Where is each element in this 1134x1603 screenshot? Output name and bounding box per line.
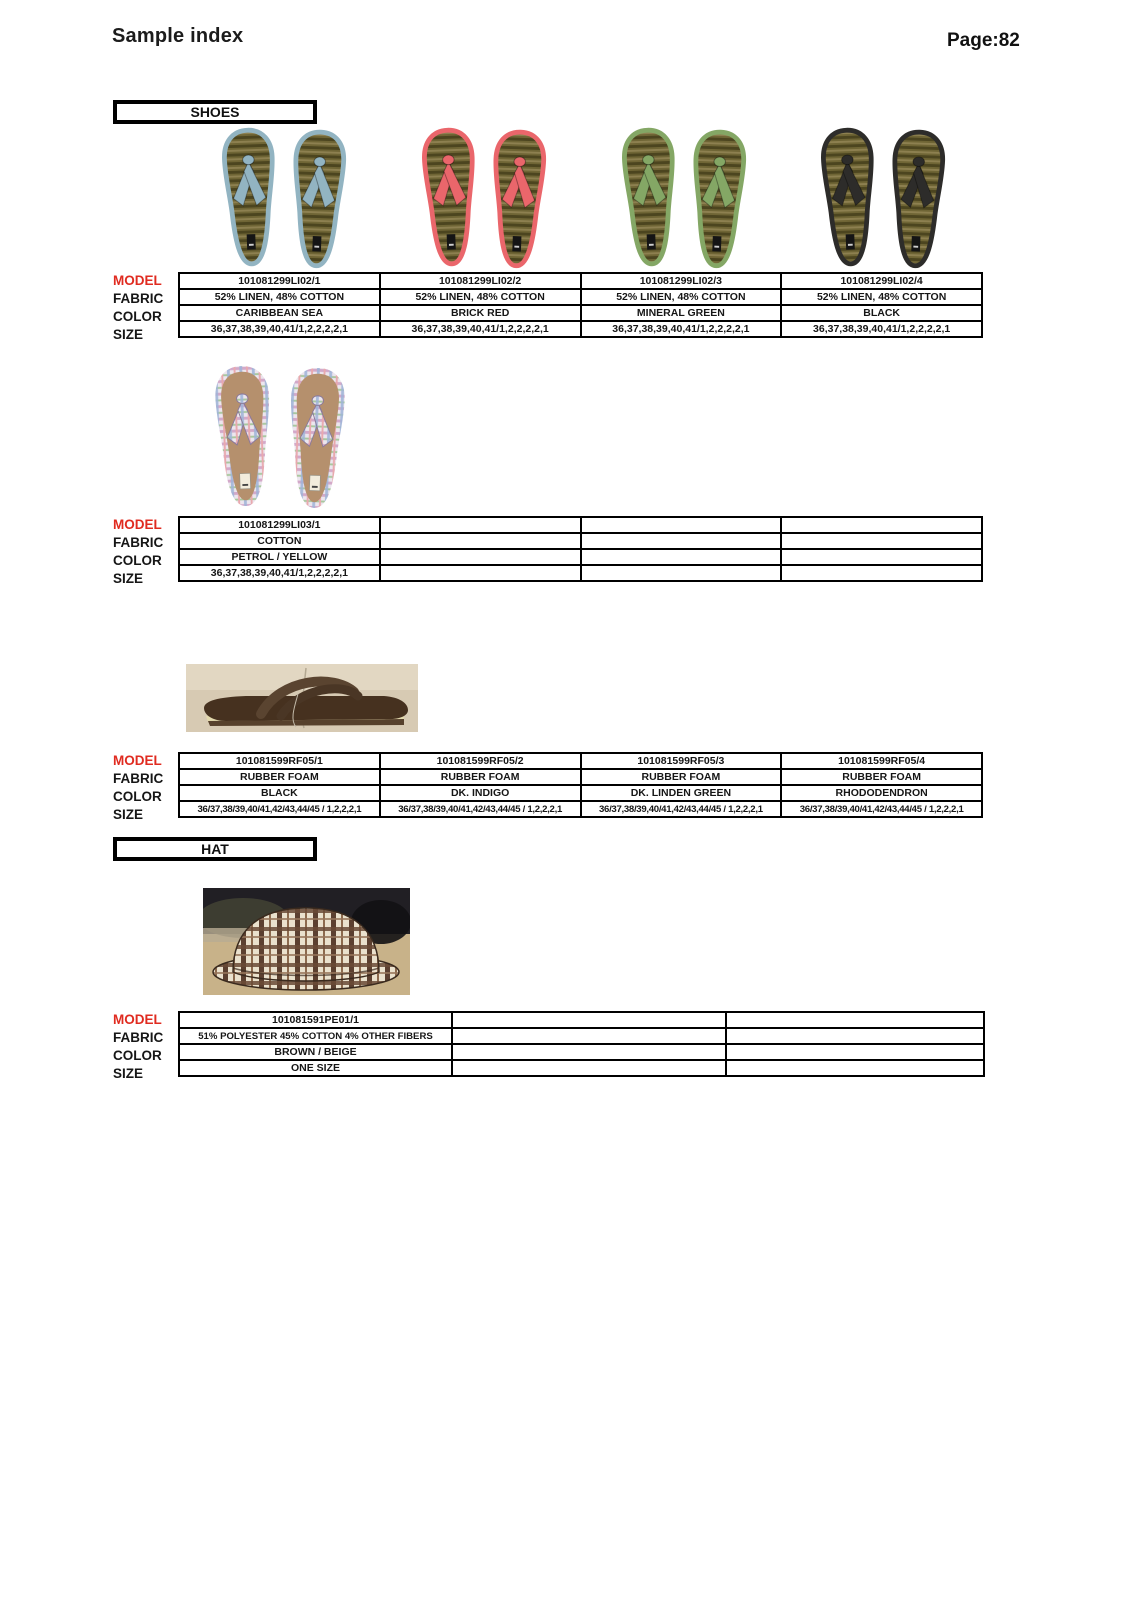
color-cell: MINERAL GREEN <box>581 305 782 321</box>
model-row <box>179 273 982 289</box>
model-cell: 101081299LI02/2 <box>380 273 581 289</box>
model-cell <box>380 517 581 533</box>
fabric-cell: 52% LINEN, 48% COTTON <box>179 289 380 305</box>
fabric-cell: RUBBER FOAM <box>581 769 782 785</box>
size-cell <box>726 1060 984 1076</box>
row-label-model: MODEL <box>113 517 162 532</box>
flipflop-pair-plaid-image <box>206 366 356 508</box>
size-cell: 36/37,38/39,40/41,42/43,44/45 / 1,2,2,2,1 <box>781 801 982 817</box>
fabric-cell <box>452 1028 726 1044</box>
size-row <box>179 321 982 337</box>
flipflop-pair-black-image <box>820 127 948 269</box>
row-label-color: COLOR <box>113 1048 162 1063</box>
color-cell <box>781 549 982 565</box>
color-cell <box>581 549 782 565</box>
fabric-cell: 52% LINEN, 48% COTTON <box>581 289 782 305</box>
fabric-row <box>179 769 982 785</box>
row-label-color: COLOR <box>113 553 162 568</box>
fabric-cell: COTTON <box>179 533 380 549</box>
color-cell: PETROL / YELLOW <box>179 549 380 565</box>
size-cell: 36,37,38,39,40,41/1,2,2,2,2,1 <box>380 321 581 337</box>
color-row <box>179 549 982 565</box>
model-cell: 101081299LI03/1 <box>179 517 380 533</box>
color-row <box>179 785 982 801</box>
model-row <box>179 517 982 533</box>
model-cell: 101081591PE01/1 <box>179 1012 452 1028</box>
row-label-fabric: FABRIC <box>113 291 164 306</box>
model-cell <box>581 517 782 533</box>
color-cell: BLACK <box>781 305 982 321</box>
row-label-size: SIZE <box>113 807 144 822</box>
model-cell: 101081299LI02/4 <box>781 273 982 289</box>
row-label-size: SIZE <box>113 327 144 342</box>
size-cell <box>380 565 581 581</box>
fabric-cell <box>581 533 782 549</box>
page-number: Page:82 <box>947 30 1020 51</box>
row-label-model: MODEL <box>113 1012 162 1027</box>
row-label-color: COLOR <box>113 789 162 804</box>
color-cell: RHODODENDRON <box>781 785 982 801</box>
fabric-cell: 52% LINEN, 48% COTTON <box>380 289 581 305</box>
size-cell <box>581 565 782 581</box>
size-cell: 36/37,38/39,40/41,42/43,44/45 / 1,2,2,2,1 <box>179 801 380 817</box>
size-cell: 36,37,38,39,40,41/1,2,2,2,2,1 <box>179 565 380 581</box>
spec-table-pe01 <box>178 1011 985 1077</box>
row-label-fabric: FABRIC <box>113 771 164 786</box>
row-label-fabric: FABRIC <box>113 535 164 550</box>
fabric-cell <box>726 1028 984 1044</box>
row-labels <box>113 1011 177 1083</box>
model-cell <box>781 517 982 533</box>
color-cell: CARIBBEAN SEA <box>179 305 380 321</box>
color-cell <box>380 549 581 565</box>
size-cell <box>452 1060 726 1076</box>
size-cell: 36,37,38,39,40,41/1,2,2,2,2,1 <box>781 321 982 337</box>
model-cell: 101081599RF05/2 <box>380 753 581 769</box>
row-label-model: MODEL <box>113 753 162 768</box>
spec-table-rf05 <box>178 752 983 818</box>
size-cell: 36/37,38/39,40/41,42/43,44/45 / 1,2,2,2,1 <box>581 801 782 817</box>
size-cell: 36,37,38,39,40,41/1,2,2,2,2,1 <box>581 321 782 337</box>
fabric-cell <box>781 533 982 549</box>
fabric-cell: RUBBER FOAM <box>179 769 380 785</box>
spec-table-li02 <box>178 272 983 338</box>
color-cell: BRICK RED <box>380 305 581 321</box>
row-labels <box>113 272 177 344</box>
row-label-model: MODEL <box>113 273 162 288</box>
size-row <box>179 801 982 817</box>
row-labels <box>113 752 177 824</box>
color-row <box>179 305 982 321</box>
fabric-cell: RUBBER FOAM <box>781 769 982 785</box>
model-cell: 101081599RF05/1 <box>179 753 380 769</box>
fabric-cell <box>380 533 581 549</box>
fabric-row <box>179 1028 984 1044</box>
page-title: Sample index <box>112 25 244 47</box>
flipflop-pair-mineral-green-image <box>621 127 749 269</box>
rubber-flipflop-photo <box>186 664 418 732</box>
model-cell <box>726 1012 984 1028</box>
row-label-fabric: FABRIC <box>113 1030 164 1045</box>
fabric-row <box>179 533 982 549</box>
size-cell: ONE SIZE <box>179 1060 452 1076</box>
color-cell: DK. INDIGO <box>380 785 581 801</box>
model-cell: 101081599RF05/3 <box>581 753 782 769</box>
model-cell <box>452 1012 726 1028</box>
model-cell: 101081599RF05/4 <box>781 753 982 769</box>
row-labels <box>113 516 177 588</box>
row-label-color: COLOR <box>113 309 162 324</box>
fabric-cell: RUBBER FOAM <box>380 769 581 785</box>
color-cell: BROWN / BEIGE <box>179 1044 452 1060</box>
flipflop-pair-brick-red-image <box>421 127 549 269</box>
model-row <box>179 1012 984 1028</box>
color-cell: DK. LINDEN GREEN <box>581 785 782 801</box>
hat-photo <box>203 888 410 995</box>
color-cell <box>726 1044 984 1060</box>
model-cell: 101081299LI02/1 <box>179 273 380 289</box>
flipflop-pair-caribbean-sea-image <box>221 127 349 269</box>
row-label-size: SIZE <box>113 1066 144 1081</box>
color-row <box>179 1044 984 1060</box>
size-row <box>179 565 982 581</box>
section-header-shoes: SHOES <box>113 100 317 124</box>
color-cell: BLACK <box>179 785 380 801</box>
spec-table-li03 <box>178 516 983 582</box>
section-header-hat: HAT <box>113 837 317 861</box>
fabric-cell: 52% LINEN, 48% COTTON <box>781 289 982 305</box>
size-row <box>179 1060 984 1076</box>
size-cell: 36,37,38,39,40,41/1,2,2,2,2,1 <box>179 321 380 337</box>
model-row <box>179 753 982 769</box>
fabric-cell: 51% POLYESTER 45% COTTON 4% OTHER FIBERS <box>179 1028 452 1044</box>
size-cell <box>781 565 982 581</box>
size-cell: 36/37,38/39,40/41,42/43,44/45 / 1,2,2,2,1 <box>380 801 581 817</box>
fabric-row <box>179 289 982 305</box>
row-label-size: SIZE <box>113 571 144 586</box>
color-cell <box>452 1044 726 1060</box>
model-cell: 101081299LI02/3 <box>581 273 782 289</box>
